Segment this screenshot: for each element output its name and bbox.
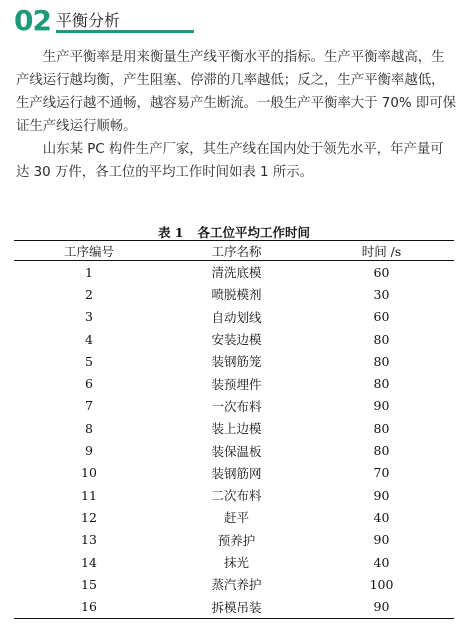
table-caption <box>0 223 468 241</box>
cell-process-name: 一次布料 <box>211 398 262 414</box>
table-row <box>14 283 454 305</box>
table-row <box>14 395 454 417</box>
cell-time: 90 <box>373 487 390 503</box>
cell-process-id: 2 <box>85 286 93 302</box>
cell-process-name: 蒸汽养护 <box>211 577 262 593</box>
cell-process-id: 6 <box>85 376 93 392</box>
cell-process-name: 抹光 <box>223 555 249 570</box>
cell-time: 90 <box>373 599 390 615</box>
header-time: 时间 /s <box>361 243 402 259</box>
cell-time: 40 <box>373 554 390 570</box>
header-process-name: 工序名称 <box>211 243 262 259</box>
cell-time: 40 <box>373 509 390 525</box>
cell-process-id: 7 <box>85 398 93 414</box>
table-row <box>14 551 454 573</box>
cell-process-id: 8 <box>85 420 93 436</box>
table-row <box>14 417 454 439</box>
table-row <box>14 506 454 528</box>
cell-process-id: 15 <box>81 576 97 592</box>
cell-time: 60 <box>373 309 390 325</box>
body-text <box>16 46 456 184</box>
table-row <box>14 328 454 350</box>
cell-process-id: 10 <box>81 465 97 481</box>
cell-process-name: 装预埋件 <box>211 376 262 392</box>
cell-process-name: 装上边模 <box>211 421 262 437</box>
table-row <box>14 372 454 394</box>
cell-time: 80 <box>373 420 390 436</box>
table-caption-number: 表 1 <box>157 225 184 240</box>
cell-process-name: 清洗底模 <box>211 265 262 281</box>
table-row <box>14 484 454 506</box>
workstation-time-table <box>14 240 454 619</box>
section-title: 平衡分析 <box>56 11 121 30</box>
cell-process-name: 预养护 <box>217 532 256 548</box>
cell-process-name: 装保温板 <box>211 443 262 459</box>
cell-process-id: 4 <box>85 331 93 347</box>
cell-process-id: 13 <box>81 532 97 548</box>
table-row <box>14 595 454 618</box>
table-row <box>14 350 454 372</box>
cell-process-name: 二次布料 <box>211 488 262 504</box>
table-row <box>14 306 454 328</box>
paragraph-balance-rate: 生产平衡率是用来衡量生产线平衡水平的指标。生产平衡率越高，生产线运行越均衡，产生阻塞、停滞的几率越低；反之，生产平衡率越低，生产线运行越不通畅，越容易产生断流。一般生产平衡率大于 70% 即可保证生产线运行顺畅。 <box>16 50 456 134</box>
cell-time: 80 <box>373 376 390 392</box>
cell-process-id: 5 <box>85 353 93 369</box>
cell-process-id: 9 <box>85 443 93 459</box>
cell-time: 80 <box>373 353 390 369</box>
cell-process-id: 11 <box>81 487 97 503</box>
cell-time: 70 <box>373 465 390 481</box>
table-body <box>14 261 454 619</box>
cell-process-name: 喷脱模剂 <box>211 287 262 303</box>
cell-time: 30 <box>373 286 390 302</box>
cell-process-id: 16 <box>81 599 97 615</box>
cell-time: 90 <box>373 532 390 548</box>
cell-time: 100 <box>369 576 394 592</box>
cell-process-id: 14 <box>81 554 97 570</box>
cell-time: 90 <box>373 398 390 414</box>
section-number: 02 <box>14 4 51 37</box>
table-row <box>14 261 454 284</box>
cell-process-name: 装钢筋网 <box>211 465 262 481</box>
cell-process-id: 1 <box>85 264 93 280</box>
cell-process-id: 12 <box>81 509 97 525</box>
cell-time: 80 <box>373 331 390 347</box>
table-row <box>14 529 454 551</box>
table-row <box>14 462 454 484</box>
cell-time: 60 <box>373 264 390 280</box>
table-row <box>14 573 454 595</box>
cell-process-name: 安装边模 <box>211 332 262 348</box>
cell-process-name: 拆模吊装 <box>211 599 262 615</box>
cell-process-id: 3 <box>85 309 93 325</box>
cell-time: 80 <box>373 443 390 459</box>
cell-process-name: 自动划线 <box>211 309 262 325</box>
table-caption-title: 各工位平均工作时间 <box>197 225 311 240</box>
cell-process-name: 装钢筋笼 <box>211 354 262 370</box>
table-header-row <box>14 241 454 261</box>
cell-process-name: 赶平 <box>223 510 249 526</box>
header-process-id: 工序编号 <box>63 243 114 259</box>
section-heading <box>14 4 184 37</box>
table-row <box>14 439 454 461</box>
section-underline <box>56 30 194 33</box>
paragraph-factory: 山东某 PC 构件生产厂家，其生产线在国内处于领先水平，年产量可达 30 万件，各工位的平均工作时间如表 1 所示。 <box>16 142 444 180</box>
